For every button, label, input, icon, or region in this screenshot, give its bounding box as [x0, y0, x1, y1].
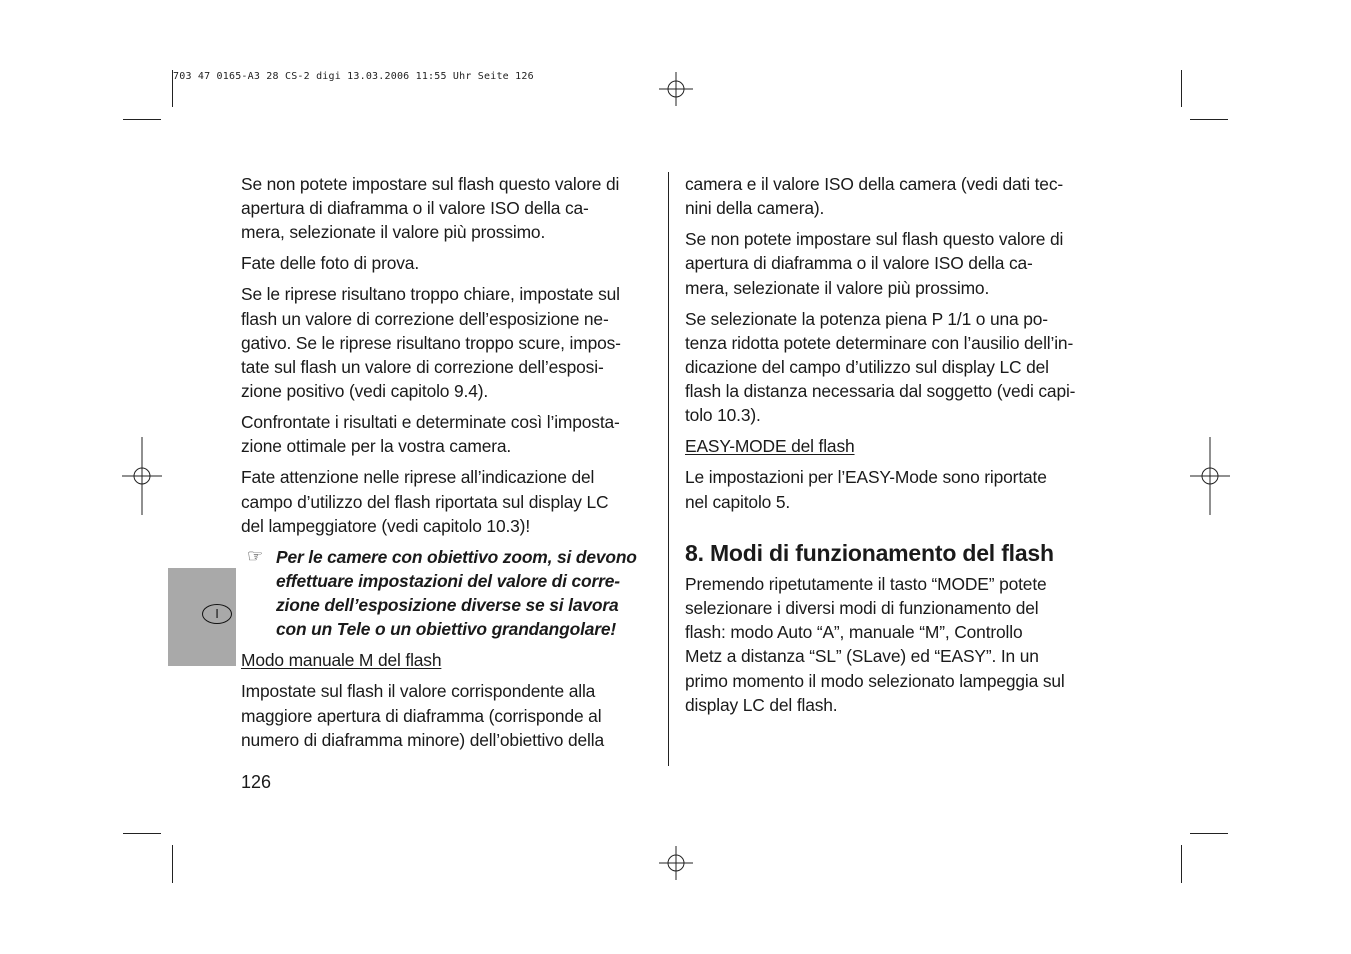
paragraph: camera e il valore ISO della camera (vedi dati tec- nini della camera). [685, 174, 1064, 219]
paragraph: Impostate sul flash il valore corrispondente alla maggiore apertura di diaframma (corrisponde al numero di diaframma minore) dell’obiettivo della [241, 681, 605, 750]
left-column [241, 172, 661, 759]
crop-mark [123, 833, 161, 834]
crop-mark [1181, 845, 1182, 883]
page-number: 126 [241, 772, 272, 792]
crop-mark [1181, 70, 1182, 107]
registration-mark-icon [659, 846, 693, 880]
registration-mark-icon [122, 437, 162, 515]
print-header: 703 47 0165-A3 28 CS-2 digi 13.03.2006 11:55 Uhr Seite 126 [173, 71, 534, 82]
language-label: I [202, 604, 232, 624]
paragraph: Se selezionate la potenza piena P 1/1 o una po- tenza ridotta potete determinare con l’ausilio dell’in- dicazione del campo d’utilizzo sul display LC del flash la distanza necessaria dal soggetto (vedi capi- tolo 10.3). [685, 308, 1076, 426]
crop-mark [123, 119, 161, 120]
crop-mark [172, 70, 173, 107]
registration-mark-icon [1190, 437, 1230, 515]
warning-note: ☞ Per le camere con obiettivo zoom, si devono effettuare impostazioni del valore di corre- zione dell’esposizione diverse se si lavora con un Tele o un obiettivo grandangolare! [247, 545, 637, 640]
subheading: EASY-MODE del flash [685, 436, 855, 457]
paragraph: Le impostazioni per l’EASY-Mode sono riportate nel capitolo 5. [685, 467, 1047, 512]
paragraph: Fate delle foto di prova. [241, 253, 419, 274]
subheading: Modo manuale M del flash [241, 650, 442, 671]
paragraph: Fate attenzione nelle riprese all’indicazione del campo d’utilizzo del flash riportata sul display LC del lampeggiatore (vedi capitolo 10.3)! [241, 467, 609, 536]
paragraph: Confrontate i risultati e determinate così l’imposta- zione ottimale per la vostra camera. [241, 412, 620, 457]
pointing-hand-icon: ☞ [247, 545, 263, 566]
crop-mark [1190, 119, 1228, 120]
section-heading: 8. Modi di funzionamento del flash [685, 539, 1054, 566]
crop-mark [1190, 833, 1228, 834]
right-column [685, 172, 1105, 724]
column-divider [668, 172, 669, 766]
crop-mark [172, 845, 173, 883]
registration-mark-icon [659, 72, 693, 106]
paragraph: Premendo ripetutamente il tasto “MODE” potete selezionare i diversi modi di funzionamento del flash: modo Auto “A”, manuale “M”, Controllo Metz a distanza “SL” (SLave) ed “EASY”. In un primo momento il modo selezionato lampeggia sul display LC del flash. [685, 573, 1065, 715]
paragraph: Se le riprese risultano troppo chiare, impostate sul flash un valore di correzione dell’esposizione ne- gativo. Se le riprese risultano troppo scure, impos- tate sul flash un valore di correzione dell’esposi- zione positivo (vedi capitolo 9.4). [241, 284, 621, 402]
paragraph: Se non potete impostare sul flash questo valore di apertura di diaframma o il valore ISO della ca- mera, selezionate il valore più prossimo. [685, 229, 1064, 298]
paragraph: Se non potete impostare sul flash questo valore di apertura di diaframma o il valore ISO della ca- mera, selezionate il valore più prossimo. [241, 174, 620, 243]
